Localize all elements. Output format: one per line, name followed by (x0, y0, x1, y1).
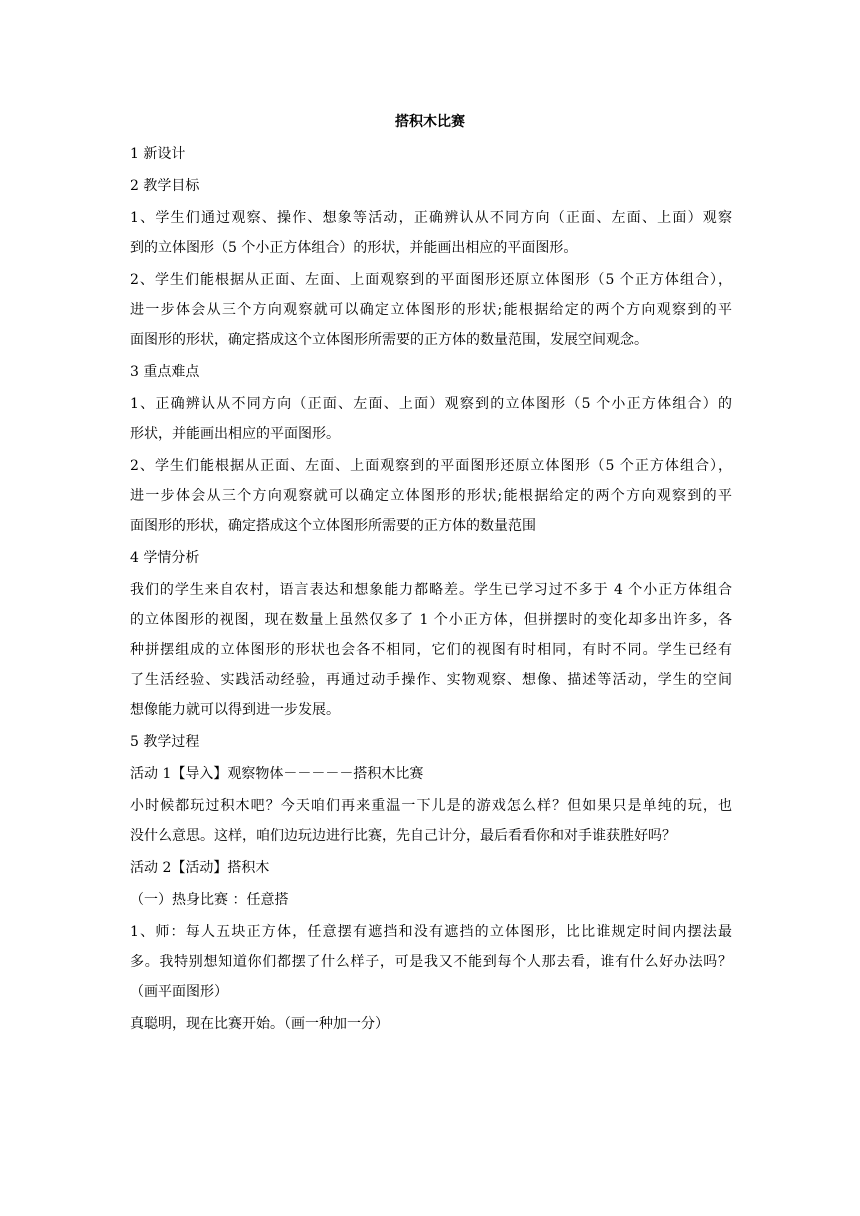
paragraph-line: 多。我特别想知道你们都摆了什么样子，可是我又不能到每个人那去看，谁有什么好办法吗？ (130, 954, 732, 970)
key-point-paragraph-1 (130, 395, 732, 443)
section-heading-student-analysis: 4 学情分析 (130, 550, 200, 566)
paragraph-line: 2、学生们能根据从正面、左面、上面观察到的平面图形还原立体图形（5 个正方体组合）， (130, 272, 732, 288)
paragraph-line: 进一步体会从三个方向观察就可以确定立体图形的形状;能根据给定的两个方向观察到的平 (130, 488, 732, 504)
document-title: 搭积木比赛 (395, 114, 465, 130)
paragraph-line: 的立体图形的视图，现在数量上虽然仅多了 1 个小正方体，但拼摆时的变化却多出许多，各 (130, 612, 732, 628)
paragraph-line: 进一步体会从三个方向观察就可以确定立体图形的形状;能根据给定的两个方向观察到的平 (130, 302, 732, 318)
warmup-paragraph (130, 923, 732, 1001)
paragraph-line: 1、学生们通过观察、操作、想象等活动，正确辨认从不同方向（正面、左面、上面）观察 (130, 210, 732, 226)
key-point-paragraph-2 (130, 457, 732, 535)
section-heading-teaching-process: 5 教学过程 (130, 734, 200, 750)
document-body (130, 145, 732, 1033)
closing-line: 真聪明，现在比赛开始。（画一种加一分） (130, 1016, 389, 1032)
activity-1-paragraph (130, 797, 732, 845)
paragraph-line: 我们的学生来自农村，语言表达和想象能力都略差。学生已学习过不多于 4 个小正方体组合 (130, 582, 732, 598)
activity-2-heading: 活动 2【活动】搭积木 (130, 860, 270, 876)
activity-1-heading: 活动 1【导入】观察物体－－－－－搭积木比赛 (130, 766, 424, 782)
goal-paragraph-1 (130, 209, 732, 257)
goal-paragraph-2 (130, 271, 732, 349)
paragraph-line: 到的立体图形（5 个小正方体组合）的形状，并能画出相应的平面图形。 (130, 240, 578, 256)
student-analysis-paragraph (130, 581, 732, 719)
section-heading-key-points: 3 重点难点 (130, 364, 200, 380)
paragraph-line: 种拼摆组成的立体图形的形状也会各不相同，它们的视图有时相同，有时不同。学生已经有 (130, 642, 732, 658)
paragraph-line: 了生活经验、实践活动经验，再通过动手操作、实物观察、想像、描述等活动，学生的空间 (130, 672, 732, 688)
paragraph-line: 小时候都玩过积木吧？今天咱们再来重温一下儿是的游戏怎么样？但如果只是单纯的玩，也 (130, 798, 732, 814)
paragraph-line: 面图形的形状，确定搭成这个立体图形所需要的正方体的数量范围 (130, 518, 536, 534)
paragraph-line: 没什么意思。这样，咱们边玩边进行比赛，先自己计分，最后看看你和对手谁获胜好吗？ (130, 828, 676, 844)
paragraph-line: 面图形的形状，确定搭成这个立体图形所需要的正方体的数量范围，发展空间观念。 (130, 332, 648, 348)
section-heading-teaching-goals: 2 教学目标 (130, 178, 200, 194)
paragraph-line: （画平面图形） (130, 984, 228, 1000)
warmup-heading: （一）热身比赛 ：任意搭 (130, 892, 289, 908)
paragraph-line: 想像能力就可以得到进一步发展。 (130, 702, 340, 718)
paragraph-line: 2、学生们能根据从正面、左面、上面观察到的平面图形还原立体图形（5 个正方体组合）， (130, 458, 732, 474)
section-heading-new-design: 1 新设计 (130, 146, 186, 162)
paragraph-line: 1、师：每人五块正方体，任意摆有遮挡和没有遮挡的立体图形，比比谁规定时间内摆法最 (130, 924, 732, 940)
paragraph-line: 形状，并能画出相应的平面图形。 (130, 426, 340, 442)
paragraph-line: 1、正确辨认从不同方向（正面、左面、上面）观察到的立体图形（5 个小正方体组合）的 (130, 396, 732, 412)
